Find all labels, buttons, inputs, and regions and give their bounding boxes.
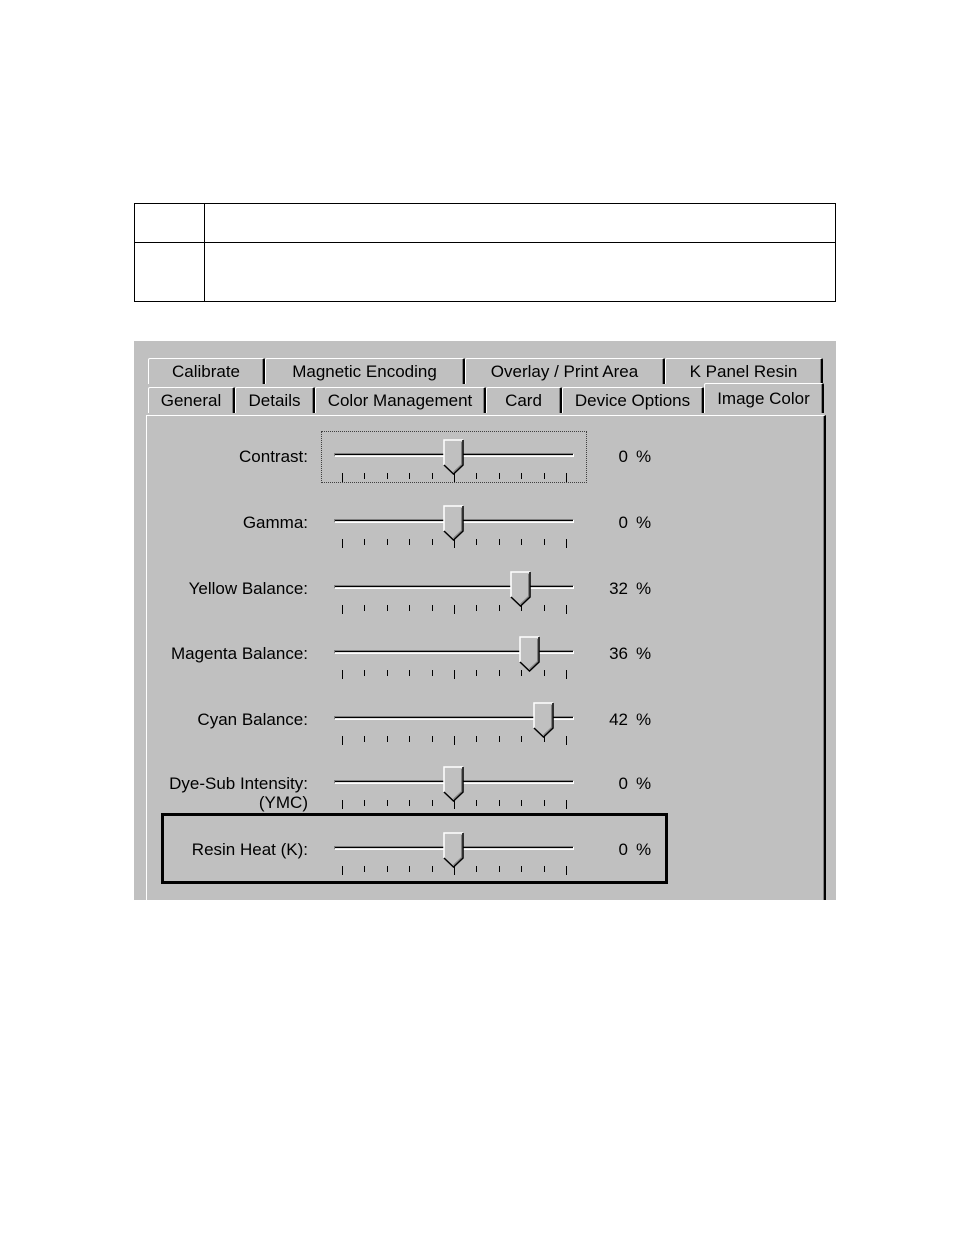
tab-card[interactable]: Card bbox=[486, 387, 562, 413]
cyan-balance-label: Cyan Balance: bbox=[197, 710, 308, 729]
contrast-value: 0 bbox=[618, 447, 628, 466]
slider-tick bbox=[409, 670, 410, 676]
slider-row-cyan-balance bbox=[134, 696, 834, 746]
slider-tick bbox=[364, 605, 365, 611]
magenta-balance-unit: % bbox=[636, 644, 652, 663]
slider-row-magenta-balance bbox=[134, 630, 834, 680]
slider-tick bbox=[499, 473, 500, 479]
slider-tick bbox=[432, 670, 433, 676]
slider-tick bbox=[409, 736, 410, 742]
magenta-balance-value: 36 bbox=[609, 644, 628, 663]
tab-overlay-print-area[interactable]: Overlay / Print Area bbox=[465, 358, 665, 384]
resin-heat-value: 0 bbox=[618, 840, 628, 859]
slider-tick bbox=[342, 736, 343, 745]
magenta-balance-label: Magenta Balance: bbox=[170, 644, 308, 663]
slider-tick bbox=[544, 605, 545, 611]
slider-tick bbox=[387, 539, 388, 545]
tab-k-panel-resin[interactable]: K Panel Resin bbox=[665, 358, 823, 384]
tab-image-color[interactable]: Image Color bbox=[704, 383, 824, 413]
slider-tick bbox=[499, 736, 500, 742]
tab-device-options[interactable]: Device Options bbox=[562, 387, 704, 413]
resin-heat-highlight-box bbox=[161, 813, 668, 884]
slider-tick bbox=[454, 736, 455, 745]
slider-tick bbox=[566, 670, 567, 679]
gamma-slider-thumb[interactable] bbox=[443, 505, 465, 541]
slider-tick bbox=[566, 605, 567, 614]
slider-tick bbox=[454, 605, 455, 614]
slider-tick bbox=[499, 539, 500, 545]
slider-tick bbox=[499, 800, 500, 806]
slider-tick bbox=[499, 670, 500, 676]
slider-tick bbox=[521, 473, 522, 479]
contrast-unit: % bbox=[636, 447, 652, 466]
slider-tick bbox=[432, 605, 433, 611]
slider-tick bbox=[476, 670, 477, 676]
slider-tick bbox=[409, 539, 410, 545]
gamma-label: Gamma: bbox=[242, 513, 308, 532]
resin-heat-unit: % bbox=[636, 840, 652, 859]
slider-tick bbox=[409, 605, 410, 611]
slider-tick bbox=[364, 670, 365, 676]
slider-tick bbox=[476, 539, 477, 545]
resin-heat-label: Resin Heat (K): bbox=[191, 840, 308, 859]
slider-tick bbox=[364, 539, 365, 545]
slider-tick bbox=[476, 473, 477, 479]
slider-tick bbox=[387, 605, 388, 611]
slider-tick bbox=[342, 473, 343, 482]
yellow-balance-value: 32 bbox=[609, 579, 628, 598]
cyan-balance-slider-thumb[interactable] bbox=[533, 702, 555, 738]
slider-tick bbox=[476, 736, 477, 742]
slider-tick bbox=[387, 736, 388, 742]
tab-general[interactable]: General bbox=[148, 387, 235, 413]
yellow-balance-slider-ticks bbox=[342, 605, 566, 613]
tab-magnetic-encoding[interactable]: Magnetic Encoding bbox=[265, 358, 465, 384]
slider-tick bbox=[387, 670, 388, 676]
tab-details[interactable]: Details bbox=[235, 387, 315, 413]
slider-tick bbox=[566, 473, 567, 482]
slider-tick bbox=[566, 800, 567, 809]
dye-sub-intensity-slider-thumb[interactable] bbox=[443, 766, 465, 802]
slider-tick bbox=[476, 605, 477, 611]
contrast-slider-thumb[interactable] bbox=[443, 439, 465, 475]
slider-row-dye-sub-intensity bbox=[134, 760, 834, 810]
slider-row-yellow-balance bbox=[134, 565, 834, 615]
slider-tick bbox=[342, 605, 343, 614]
slider-tick bbox=[544, 539, 545, 545]
slider-tick bbox=[521, 736, 522, 742]
slider-tick bbox=[387, 473, 388, 479]
slider-tick bbox=[454, 670, 455, 679]
yellow-balance-label: Yellow Balance: bbox=[188, 579, 308, 598]
printer-properties-dialog bbox=[134, 341, 836, 900]
slider-tick bbox=[566, 539, 567, 548]
slider-tick bbox=[566, 736, 567, 745]
dye-sub-intensity-label: Dye-Sub Intensity: bbox=[169, 774, 308, 793]
slider-tick bbox=[409, 473, 410, 479]
slider-tick bbox=[499, 605, 500, 611]
slider-tick bbox=[544, 800, 545, 806]
yellow-balance-slider-thumb[interactable] bbox=[510, 571, 532, 607]
cyan-balance-value: 42 bbox=[609, 710, 628, 729]
cyan-balance-unit: % bbox=[636, 710, 652, 729]
slider-tick bbox=[432, 539, 433, 545]
slider-tick bbox=[432, 800, 433, 806]
gamma-unit: % bbox=[636, 513, 652, 532]
step-number-cell bbox=[135, 204, 205, 243]
dye-sub-intensity-value: 0 bbox=[618, 774, 628, 793]
slider-tick bbox=[342, 800, 343, 809]
yellow-balance-slider-track[interactable] bbox=[334, 585, 574, 589]
slider-tick bbox=[409, 800, 410, 806]
step-text-cell bbox=[205, 243, 836, 302]
slider-row-contrast bbox=[134, 433, 834, 483]
dye-sub-intensity-unit: % bbox=[636, 774, 652, 793]
slider-tick bbox=[544, 670, 545, 676]
slider-tick bbox=[432, 736, 433, 742]
slider-tick bbox=[364, 736, 365, 742]
gamma-value: 0 bbox=[618, 513, 628, 532]
step-number-cell bbox=[135, 243, 205, 302]
slider-tick bbox=[521, 800, 522, 806]
slider-tick bbox=[364, 800, 365, 806]
slider-row-gamma bbox=[134, 499, 834, 549]
tab-calibrate[interactable]: Calibrate bbox=[148, 358, 265, 384]
contrast-label: Contrast: bbox=[239, 447, 308, 466]
step-text-cell bbox=[205, 204, 836, 243]
step-table bbox=[134, 203, 836, 302]
slider-tick bbox=[342, 539, 343, 548]
slider-tick bbox=[432, 473, 433, 479]
dye-sub-intensity-label-line2: (YMC) bbox=[258, 793, 308, 812]
slider-tick bbox=[476, 800, 477, 806]
slider-tick bbox=[387, 800, 388, 806]
slider-tick bbox=[364, 473, 365, 479]
magenta-balance-slider-thumb[interactable] bbox=[519, 636, 541, 672]
yellow-balance-unit: % bbox=[636, 579, 652, 598]
slider-tick bbox=[521, 539, 522, 545]
tab-color-management[interactable]: Color Management bbox=[315, 387, 486, 413]
slider-tick bbox=[544, 473, 545, 479]
slider-tick bbox=[342, 670, 343, 679]
